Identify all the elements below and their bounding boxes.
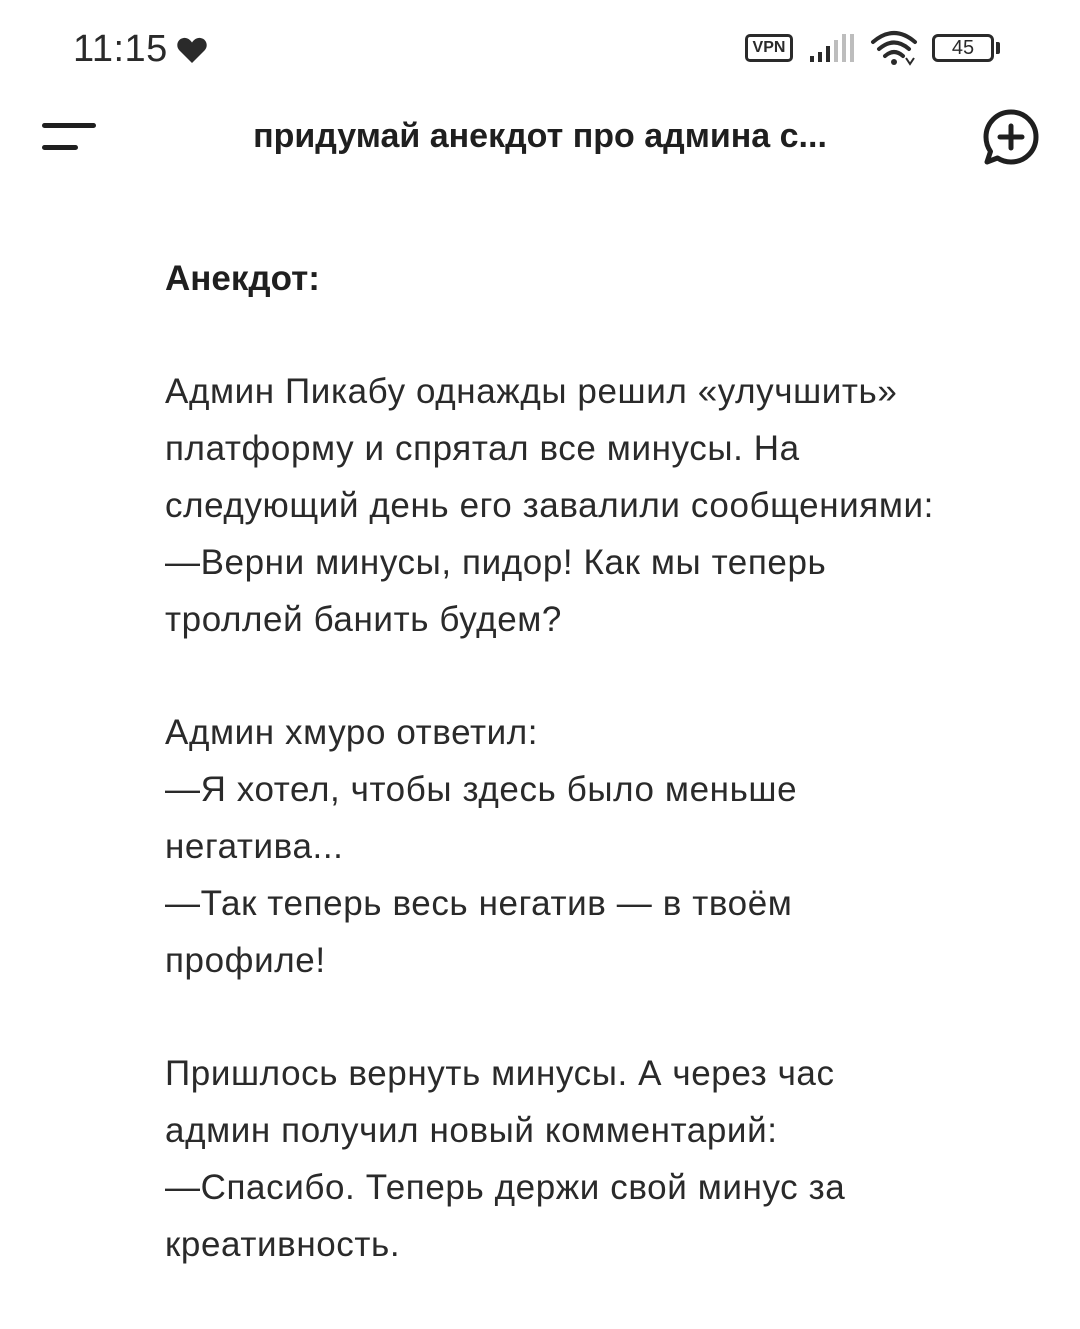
message-line: Пришлось вернуть минусы. А через час	[165, 1054, 835, 1093]
message-line: —Спасибо. Теперь держи свой минус за	[165, 1168, 846, 1207]
menu-icon	[42, 123, 96, 128]
message-line: Админ хмуро ответил:	[165, 713, 539, 752]
message-paragraph	[165, 1045, 1045, 1273]
message-line: —Я хотел, чтобы здесь было меньше	[165, 770, 798, 809]
message-line: —Так теперь весь негатив — в твоём	[165, 884, 793, 923]
message-line: креативность.	[165, 1225, 401, 1264]
message-paragraph	[165, 363, 1045, 648]
status-time: 11:15	[73, 28, 168, 70]
app-header	[0, 100, 1080, 180]
message-paragraph	[165, 704, 1045, 989]
assistant-message	[165, 250, 1045, 1329]
message-line: платформу и спрятал все минусы. На	[165, 429, 800, 468]
battery-cap	[996, 42, 1000, 54]
wifi-icon	[870, 30, 918, 66]
heart-icon	[176, 36, 208, 64]
new-chat-icon[interactable]	[980, 106, 1042, 168]
message-line: админ получил новый комментарий:	[165, 1111, 778, 1150]
message-line: Админ Пикабу однажды решил «улучшить»	[165, 372, 898, 411]
menu-button[interactable]	[40, 120, 100, 160]
status-bar	[0, 0, 1080, 100]
message-line: негатива...	[165, 827, 344, 866]
chat-title: придумай анекдот про админа с...	[253, 117, 827, 155]
message-heading: Анекдот:	[165, 259, 320, 298]
message-line: —Верни минусы, пидор! Как мы теперь	[165, 543, 827, 582]
message-line: следующий день его завалили сообщениями:	[165, 486, 934, 525]
message-line: профиле!	[165, 941, 326, 980]
message-line: троллей банить будем?	[165, 600, 562, 639]
signal-icon	[808, 32, 858, 64]
menu-icon-line	[42, 145, 78, 150]
vpn-icon: VPN	[745, 34, 793, 62]
battery-icon: 45	[932, 34, 994, 62]
